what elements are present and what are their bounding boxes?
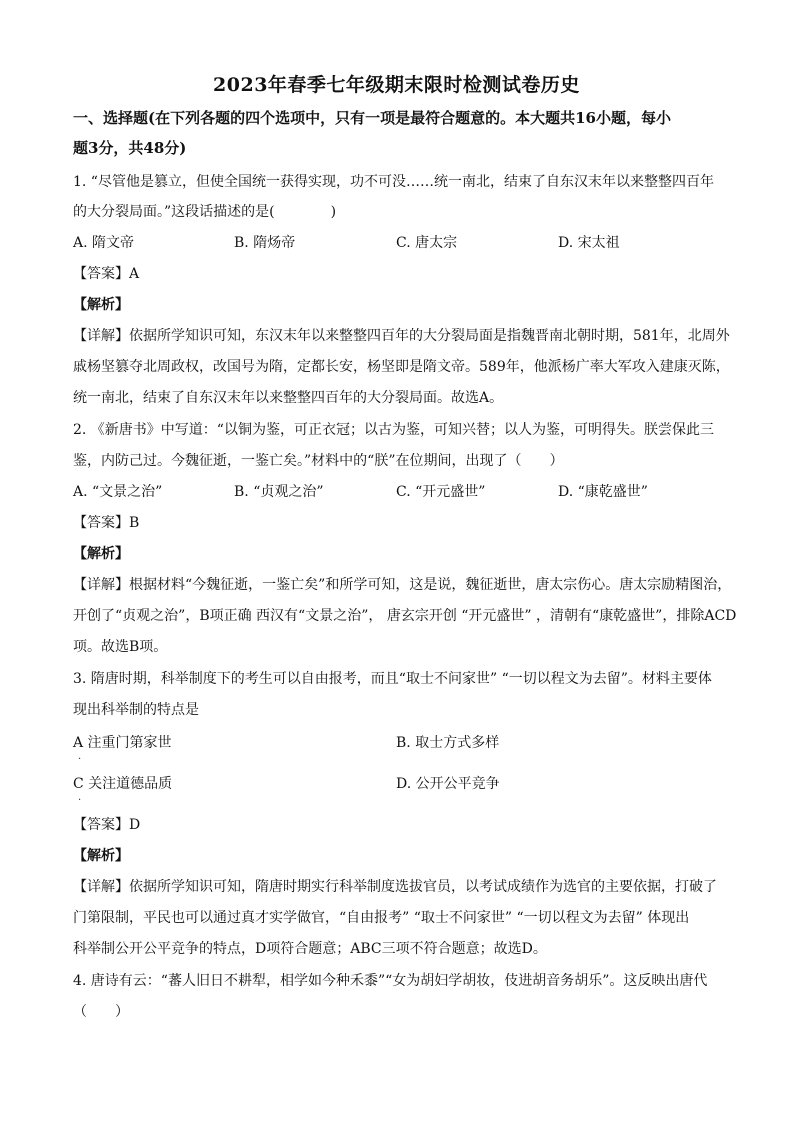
q2-text-line1: 2. 《新唐书》中写道：“以铜为鉴，可正衣冠；以古为鉴，可知兴替；以人为鉴，可明得失。朕尝保此三 <box>73 422 714 438</box>
q3-answer: 【答案】D <box>73 817 141 833</box>
q3-detail-line1: 【详解】依据所学知识可知，隋唐时期实行科举制度选拔官员，以考试成绩作为选官的主要依据，打破了 <box>73 879 717 895</box>
section-heading-line1: 一、选择题(在下列各题的四个选项中，只有一项是最符合题意的。本大题共16小题，每小 <box>73 109 671 127</box>
q2-detail-line1: 【详解】根据材料“今魏征逝，一鉴亡矣”和所学可知，这是说，魏征逝世，唐太宗伤心。唐太宗励精图治， <box>73 577 732 593</box>
section-heading-line2: 题3分，共48分) <box>73 139 187 157</box>
option-dot-mark: · <box>78 795 82 806</box>
q1-option-c: C. 唐太宗 <box>396 235 458 251</box>
q3-analysis-heading: 【解析】 <box>73 848 129 864</box>
q2-option-b: B. “贞观之治” <box>234 484 324 500</box>
q2-detail-line3: 项。故选B项。 <box>73 639 168 655</box>
q3-text-line1: 3. 隋唐时期，科举制度下的考生可以自由报考，而且“取士不问家世” “一切以程文为去留”。材料主要体 <box>73 671 712 687</box>
q3-detail-line3: 科举制公开公平竞争的特点，D项符合题意；ABC三项不符合题意；故选D。 <box>73 941 547 957</box>
q1-option-a: A. 隋文帝 <box>73 235 135 251</box>
q3-option-d: D. 公开公平竞争 <box>396 776 500 792</box>
q1-analysis-heading: 【解析】 <box>73 297 129 313</box>
q2-option-d: D. “康乾盛世” <box>558 484 648 500</box>
q3-option-b: B. 取士方式多样 <box>396 735 500 751</box>
q2-analysis-heading: 【解析】 <box>73 546 129 562</box>
page-title: 2023年春季七年级期末限时检测试卷历史 <box>213 74 580 96</box>
q1-detail-line3: 统一南北，结束了自东汉末年以来整整四百年的大分裂局面。故选A。 <box>73 390 504 406</box>
q4-text-line2: （ ） <box>73 1004 129 1020</box>
q3-detail-line2: 门第限制，平民也可以通过真才实学做官，“自由报考” “取士不问家世” “一切以程文为去留” 体现出 <box>73 910 690 926</box>
q2-detail-line2: 开创了“贞观之治”，B项正确 西汉有“文景之治”， 唐玄宗开创 “开元盛世” ，清朝有“康乾盛世”，排除ACD <box>73 608 737 624</box>
q1-option-d: D. 宋太祖 <box>558 235 620 251</box>
q3-text-line2: 现出科举制的特点是 <box>73 702 199 718</box>
q3-option-a: A 注重门第家世 <box>73 735 172 751</box>
q1-text-line1: 1. “尽管他是篡立，但使全国统一获得实现，功不可没……统一南北，结束了自东汉末年以来整整四百年 <box>73 174 714 190</box>
q2-answer: 【答案】B <box>73 515 140 531</box>
q2-option-a: A. “文景之治” <box>73 484 163 500</box>
q1-text-line2: 的大分裂局面。”这段话描述的是( ) <box>73 204 337 220</box>
q1-option-b: B. 隋炀帝 <box>234 235 296 251</box>
q2-option-c: C. “开元盛世” <box>396 484 486 500</box>
q1-detail-line2: 戚杨坚篡夺北周政权，改国号为隋，定都长安，杨坚即是隋文帝。589年，他派杨广率大军攻入建康灭陈， <box>73 359 730 375</box>
q4-text-line1: 4. 唐诗有云：“蕃人旧日不耕犁，相学如今种禾黍”“女为胡妇学胡妆，伎进胡音务胡乐”。这反映出唐代 <box>73 973 708 989</box>
option-dot-mark: · <box>78 754 82 765</box>
q2-text-line2: 鉴，内防己过。今魏征逝，一鉴亡矣。”材料中的“朕”在位期间，出现了（ ） <box>73 453 564 469</box>
q1-detail-line1: 【详解】依据所学知识可知，东汉末年以来整整四百年的大分裂局面是指魏晋南北朝时期，581年，北周外 <box>73 328 730 344</box>
q3-option-c: C 关注道德品质 <box>73 776 173 792</box>
q1-answer: 【答案】A <box>73 266 140 282</box>
